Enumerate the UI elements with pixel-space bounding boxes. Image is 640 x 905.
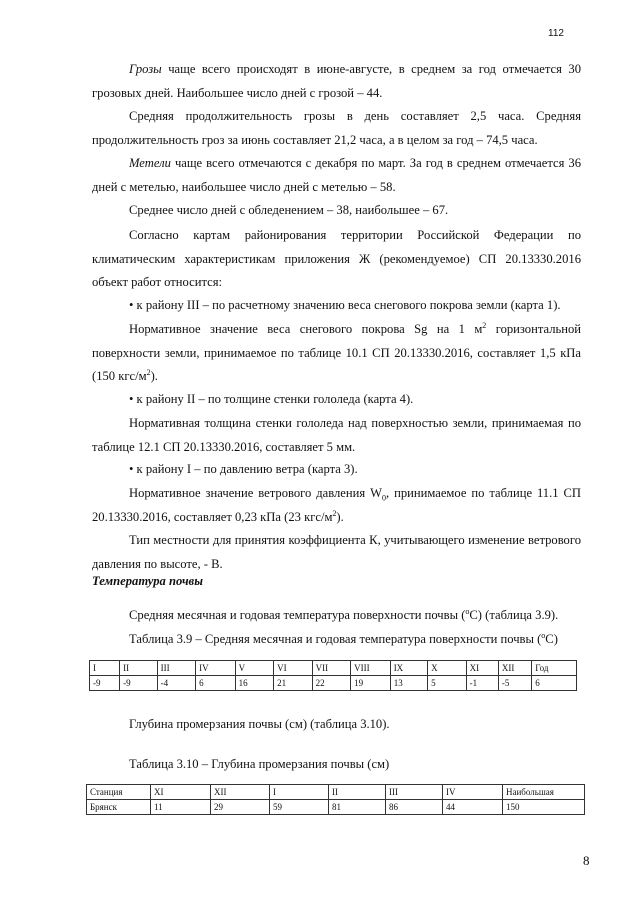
- table-cell: Брянск: [87, 800, 151, 815]
- paragraph-thunderstorm-duration: Средняя продолжительность грозы в день составляет 2,5 часа. Средняя продолжительность гроз за июнь составляет 21,2 часа, а в целом за год – 74,5 часа.: [92, 109, 581, 147]
- table-39-header-row: [90, 661, 577, 676]
- table-cell: I: [90, 661, 120, 676]
- paragraph-wind-pressure: Нормативное значение ветрового давления $W_0$, принимаемое по таблице 11.1 СП 20.13330.2016, составляет 0,23 кПа (23 кгс/$м^2$).: [92, 486, 581, 524]
- table-cell: XII: [211, 785, 270, 800]
- table-cell: Наибольшая: [503, 785, 585, 800]
- table-cell: -1: [466, 676, 498, 691]
- table-cell: 11: [151, 800, 211, 815]
- paragraph-frost-depth: Глубина промерзания почвы (см) (таблица 3.10).: [129, 717, 390, 731]
- table-310-data-row: [87, 800, 585, 815]
- table-cell: XI: [151, 785, 211, 800]
- table-cell: IX: [390, 661, 427, 676]
- table-cell: X: [428, 661, 467, 676]
- paragraph-snow-load: Нормативное значение веса снегового покрова Sg на 1 $м^2$ горизонтальной поверхности земли, принимаемое по таблице 10.1 СП 20.13330.2016, составляет 1,5 кПа (150 кгс/$м^2$).: [92, 320, 582, 383]
- term-blizzards: Метели: [129, 156, 171, 170]
- table-cell: 16: [235, 676, 274, 691]
- caption-table-3-9: Таблица 3.9 – Средняя месячная и годовая температура поверхности почвы ($^о$С): [129, 630, 558, 646]
- page-number-top: 112: [548, 28, 564, 39]
- table-cell: -4: [157, 676, 196, 691]
- table-cell: III: [386, 785, 443, 800]
- table-cell: II: [329, 785, 386, 800]
- table-cell: XI: [466, 661, 498, 676]
- term-thunderstorms: Грозы: [129, 62, 162, 76]
- table-cell: 13: [390, 676, 427, 691]
- table-cell: IV: [196, 661, 236, 676]
- page-number-bottom: 8: [583, 853, 590, 868]
- table-cell: 29: [211, 800, 270, 815]
- table-cell: 21: [274, 676, 313, 691]
- table-310-header-row: [87, 785, 585, 800]
- table-cell: 22: [312, 676, 351, 691]
- paragraph-ice-thickness: Нормативная толщина стенки гололеда над поверхностью земли, принимаемая по таблице 12.1 СП 20.13330.2016, составляет 5 мм.: [92, 416, 581, 454]
- table-cell: 59: [270, 800, 329, 815]
- table-cell: -5: [498, 676, 531, 691]
- table-cell: 44: [443, 800, 503, 815]
- table-cell: V: [235, 661, 274, 676]
- bullet-snow-region: • к району III – по расчетному значению веса снегового покрова земли (карта 1).: [129, 298, 561, 312]
- table-cell: 19: [351, 676, 391, 691]
- table-cell: -9: [120, 676, 157, 691]
- table-cell: -9: [90, 676, 120, 691]
- table-cell: 81: [329, 800, 386, 815]
- table-soil-temperature: [89, 660, 577, 691]
- bullet-wind-region: • к району I – по давлению ветра (карта 3).: [129, 462, 358, 476]
- table-cell: 86: [386, 800, 443, 815]
- table-cell: XII: [498, 661, 531, 676]
- table-cell: II: [120, 661, 157, 676]
- paragraph-blizzards: Метели чаще всего отмечаются с декабря по март. За год в среднем отмечается 36 дней с метелью, наибольшее число дней с метелью – 58.: [92, 156, 581, 194]
- table-cell: I: [270, 785, 329, 800]
- table-cell: 150: [503, 800, 585, 815]
- paragraph-soil-temperature: Средняя месячная и годовая температура поверхности почвы ($^о$С) (таблица 3.9).: [129, 606, 559, 622]
- table-cell: Год: [532, 661, 577, 676]
- table-frost-depth: [86, 784, 585, 815]
- paragraph-icing: Среднее число дней с обледенением – 38, наибольшее – 67.: [129, 203, 449, 217]
- caption-table-3-10: Таблица 3.10 – Глубина промерзания почвы (см): [129, 757, 390, 771]
- heading-soil-temperature: Температура почвы: [92, 574, 203, 588]
- table-cell: VIII: [351, 661, 391, 676]
- table-cell: 6: [196, 676, 236, 691]
- bullet-ice-region: • к району II – по толщине стенки гололеда (карта 4).: [129, 392, 414, 406]
- table-cell: 6: [532, 676, 577, 691]
- table-cell: VI: [274, 661, 313, 676]
- paragraph-thunderstorms: Грозы чаще всего происходят в июне-августе, в среднем за год отмечается 30 грозовых дней. Наибольшее число дней с грозой – 44.: [92, 62, 581, 100]
- paragraph-zoning: Согласно картам районирования территории Российской Федерации по климатическим характеристикам приложения Ж (рекомендуемое) СП 20.13330.2016 объект работ относится:: [92, 228, 581, 289]
- table-cell: 5: [428, 676, 467, 691]
- table-cell: VII: [312, 661, 351, 676]
- table-39-data-row: [90, 676, 577, 691]
- table-cell: III: [157, 661, 196, 676]
- table-cell: IV: [443, 785, 503, 800]
- table-cell: Станция: [87, 785, 151, 800]
- paragraph-terrain-type: Тип местности для принятия коэффициента К, учитывающего изменение ветрового давления по высоте, - В.: [92, 533, 581, 571]
